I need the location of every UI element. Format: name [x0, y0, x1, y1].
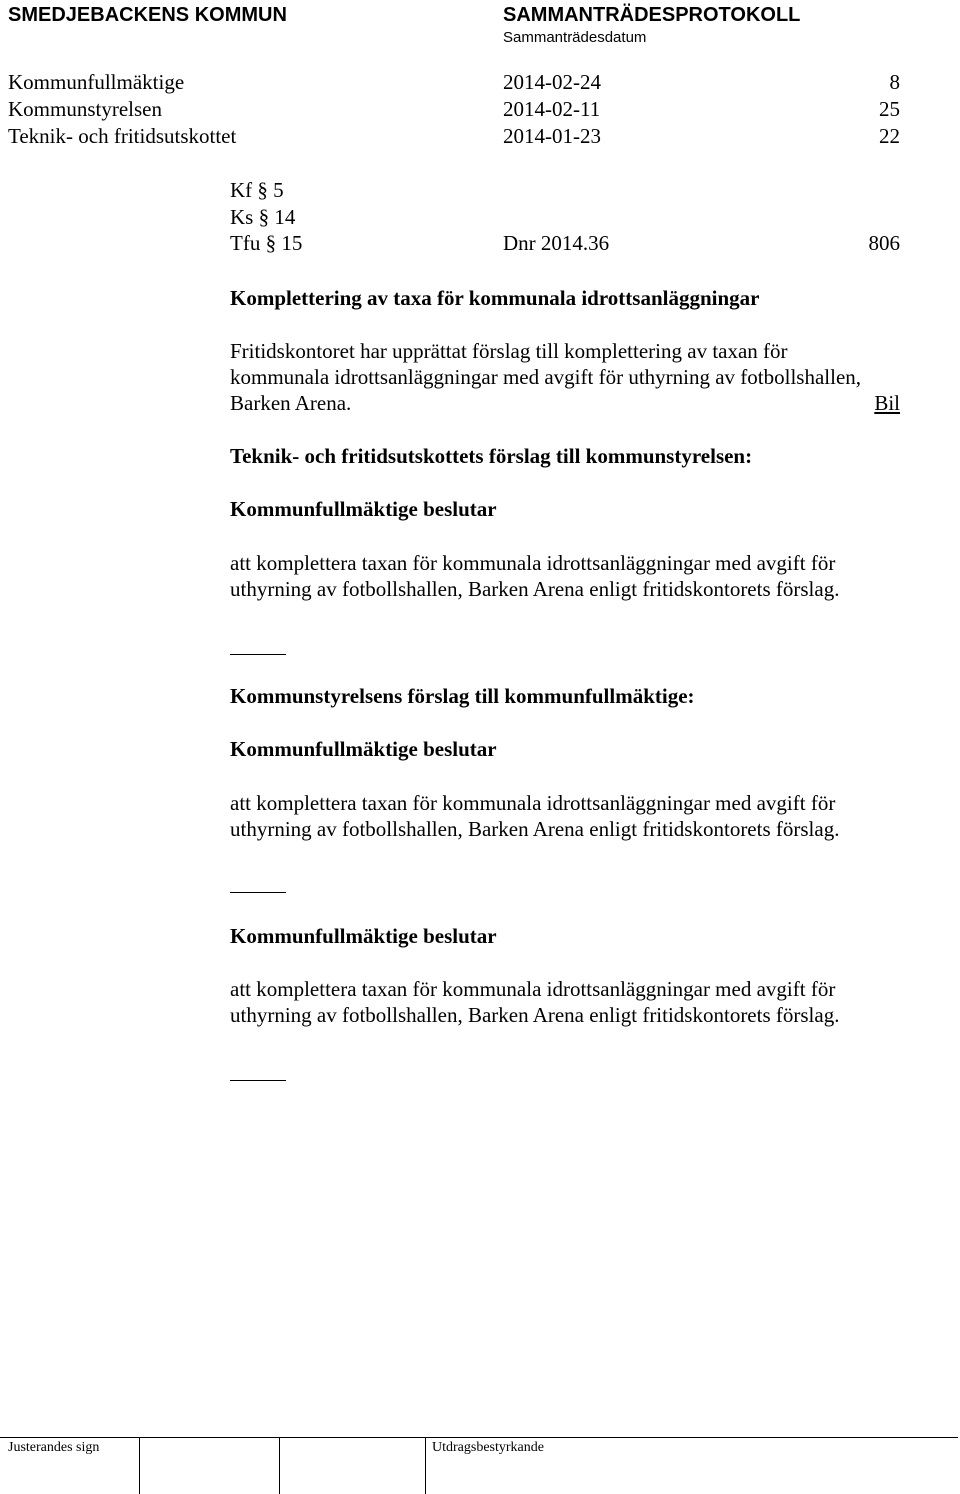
attachment-link[interactable]: Bil	[874, 391, 900, 415]
meeting-page: 25	[879, 97, 900, 121]
kf-paragraph: Kf § 5	[230, 178, 284, 202]
intro-text: kommunala idrottsanläggningar med avgift för uthyrning av fotbollshallen,	[230, 365, 862, 389]
diary-number: Dnr 2014.36	[503, 231, 610, 255]
section-divider	[230, 654, 286, 655]
meeting-date: 2014-01-23	[503, 124, 601, 148]
meeting-page: 8	[889, 70, 900, 94]
archive-code: 806	[868, 231, 900, 255]
decision-text: att komplettera taxan för kommunala idrottsanläggningar med avgift för	[230, 551, 836, 575]
meeting-body: Teknik- och fritidsutskottet	[8, 124, 237, 148]
decision-heading: Kommunfullmäktige beslutar	[230, 497, 497, 521]
meeting-body: Kommunfullmäktige	[8, 70, 185, 94]
decision-text: uthyrning av fotbollshallen, Barken Arena enligt fritidskontorets förslag.	[230, 817, 840, 841]
document-title: Komplettering av taxa för kommunala idrottsanläggningar	[230, 286, 760, 310]
signature-box-divider	[139, 1437, 140, 1494]
meeting-date-label: Sammanträdesdatum	[503, 29, 647, 46]
meeting-date: 2014-02-24	[503, 70, 601, 94]
section-divider	[230, 1080, 286, 1081]
decision-text: att komplettera taxan för kommunala idrottsanläggningar med avgift för	[230, 791, 836, 815]
section-heading: Kommunstyrelsens förslag till kommunfullmäktige:	[230, 684, 695, 708]
document-type: SAMMANTRÄDESPROTOKOLL	[503, 4, 801, 26]
intro-text: Fritidskontoret har upprättat förslag till komplettering av taxan för	[230, 339, 788, 363]
section-heading: Teknik- och fritidsutskottets förslag till kommunstyrelsen:	[230, 444, 753, 468]
tfu-paragraph: Tfu § 15	[230, 231, 303, 255]
decision-text: uthyrning av fotbollshallen, Barken Arena enligt fritidskontorets förslag.	[230, 577, 840, 601]
signature-box-divider	[425, 1437, 426, 1494]
section-divider	[230, 892, 286, 893]
sign-label: Justerandes sign	[8, 1440, 100, 1455]
decision-heading: Kommunfullmäktige beslutar	[230, 737, 497, 761]
decision-text: uthyrning av fotbollshallen, Barken Arena enligt fritidskontorets förslag.	[230, 1003, 840, 1027]
meeting-date: 2014-02-11	[503, 97, 601, 121]
organization-name: SMEDJEBACKENS KOMMUN	[8, 4, 287, 26]
decision-text: att komplettera taxan för kommunala idrottsanläggningar med avgift för	[230, 977, 836, 1001]
intro-text: Barken Arena.	[230, 391, 352, 415]
meeting-page: 22	[879, 124, 900, 148]
ks-paragraph: Ks § 14	[230, 205, 296, 229]
extract-label: Utdragsbestyrkande	[432, 1440, 544, 1455]
meeting-body: Kommunstyrelsen	[8, 97, 162, 121]
signature-box-divider	[279, 1437, 280, 1494]
footer-rule	[0, 1437, 958, 1438]
decision-heading: Kommunfullmäktige beslutar	[230, 924, 497, 948]
